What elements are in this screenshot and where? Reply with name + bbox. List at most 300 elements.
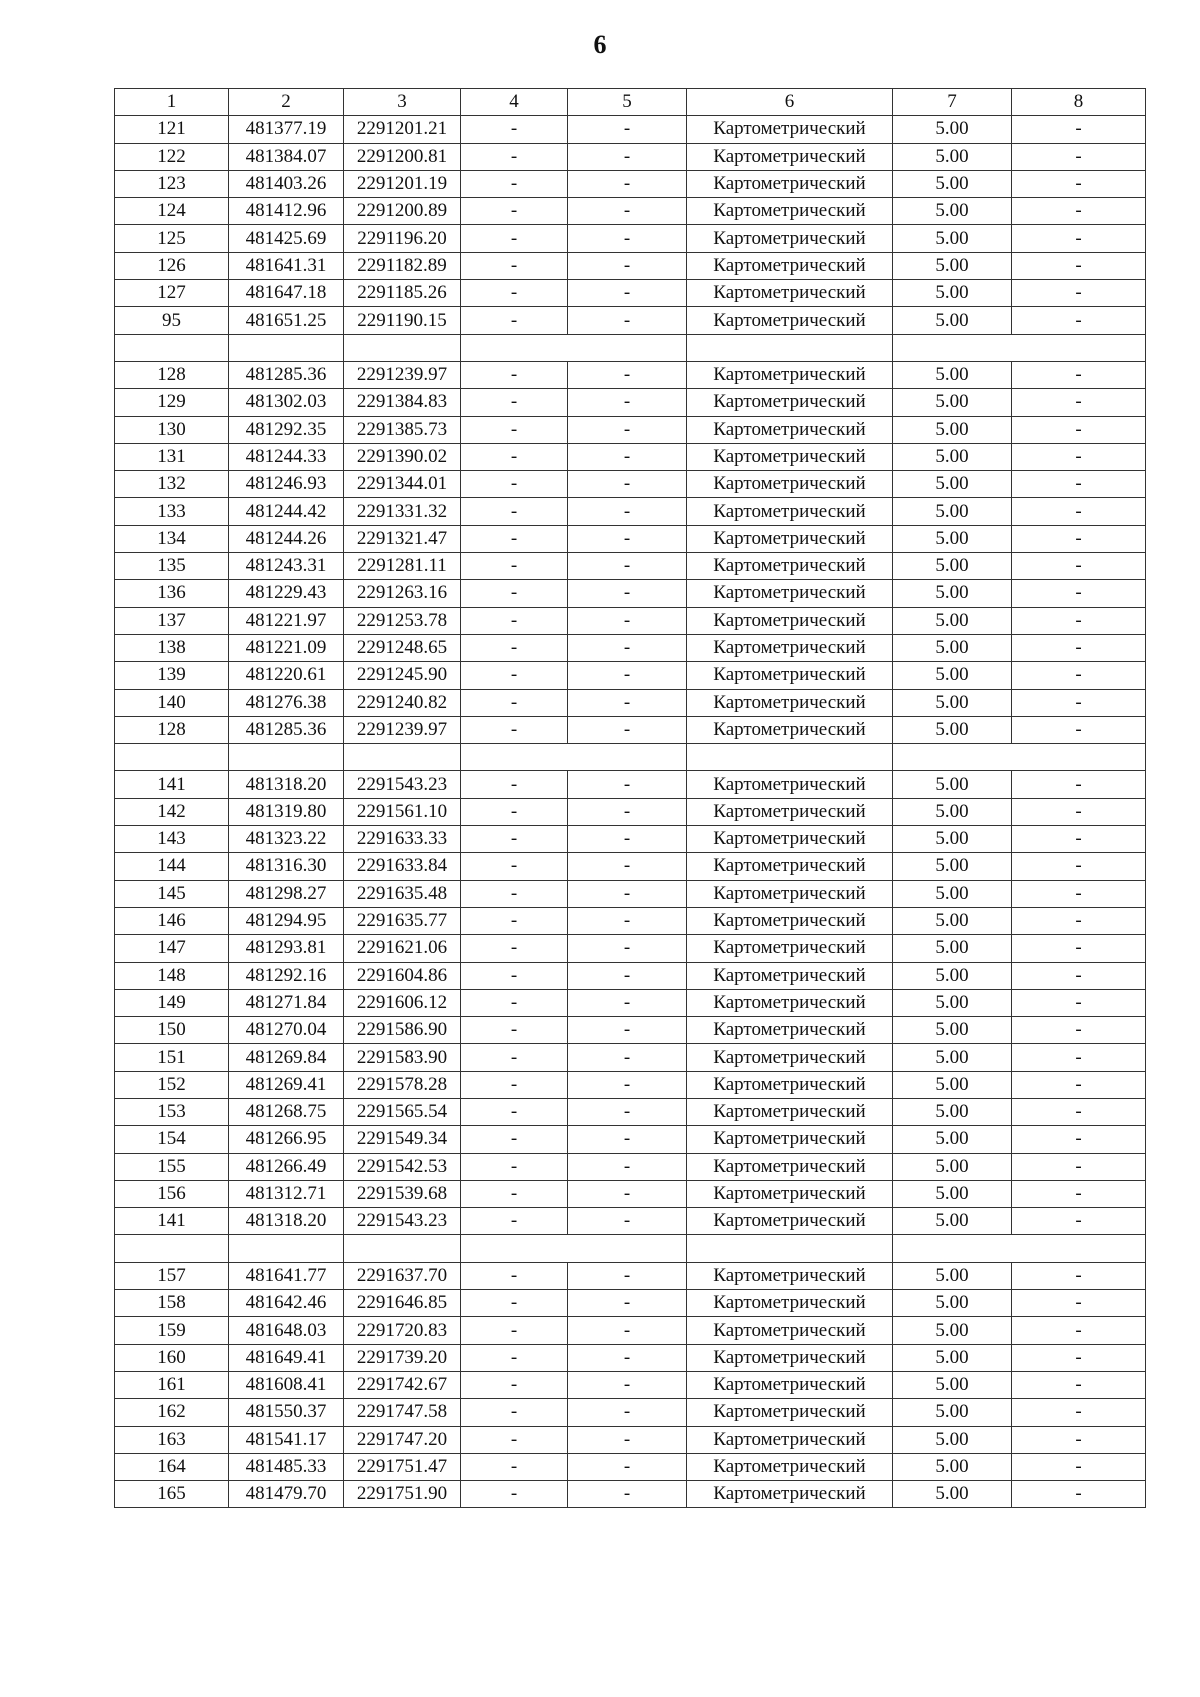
col-8-cell: -: [1012, 116, 1146, 143]
col-8-cell: -: [1012, 280, 1146, 307]
accuracy-cell: 5.00: [893, 389, 1012, 416]
col-5-cell: -: [568, 1071, 687, 1098]
y-coordinate-cell: 2291646.85: [344, 1290, 461, 1317]
col-5-cell: -: [568, 525, 687, 552]
col-4-cell: -: [461, 1371, 568, 1398]
separator-row: [115, 744, 1146, 771]
point-number-cell: 146: [115, 907, 229, 934]
method-cell: Картометрический: [687, 826, 893, 853]
point-number-cell: 152: [115, 1071, 229, 1098]
table-row: [115, 280, 1146, 307]
table-row: [115, 1126, 1146, 1153]
y-coordinate-cell: 2291200.81: [344, 143, 461, 170]
table-row: [115, 771, 1146, 798]
x-coordinate-cell: 481244.26: [229, 525, 344, 552]
method-cell: Картометрический: [687, 225, 893, 252]
point-number-cell: 122: [115, 143, 229, 170]
col-5-cell: -: [568, 989, 687, 1016]
x-coordinate-cell: 481244.42: [229, 498, 344, 525]
col-8-cell: -: [1012, 1371, 1146, 1398]
separator-cell: [115, 744, 229, 771]
col-8-cell: -: [1012, 525, 1146, 552]
x-coordinate-cell: 481377.19: [229, 116, 344, 143]
table-row: [115, 525, 1146, 552]
col-4-cell: -: [461, 1071, 568, 1098]
table-row: [115, 880, 1146, 907]
y-coordinate-cell: 2291633.33: [344, 826, 461, 853]
accuracy-cell: 5.00: [893, 471, 1012, 498]
x-coordinate-cell: 481244.33: [229, 443, 344, 470]
separator-cell: [893, 744, 1146, 771]
table-row: [115, 798, 1146, 825]
col-4-cell: -: [461, 1044, 568, 1071]
table-row: [115, 907, 1146, 934]
y-coordinate-cell: 2291245.90: [344, 662, 461, 689]
col-4-cell: -: [461, 198, 568, 225]
col-4-cell: -: [461, 826, 568, 853]
table-row: [115, 826, 1146, 853]
table-row: [115, 225, 1146, 252]
method-cell: Картометрический: [687, 1126, 893, 1153]
col-8-cell: -: [1012, 989, 1146, 1016]
method-cell: Картометрический: [687, 1399, 893, 1426]
y-coordinate-cell: 2291635.48: [344, 880, 461, 907]
accuracy-cell: 5.00: [893, 1344, 1012, 1371]
col-5-cell: -: [568, 471, 687, 498]
y-coordinate-cell: 2291539.68: [344, 1180, 461, 1207]
point-number-cell: 135: [115, 553, 229, 580]
point-number-cell: 136: [115, 580, 229, 607]
col-5-cell: -: [568, 416, 687, 443]
method-cell: Картометрический: [687, 716, 893, 743]
y-coordinate-cell: 2291196.20: [344, 225, 461, 252]
x-coordinate-cell: 481293.81: [229, 935, 344, 962]
y-coordinate-cell: 2291635.77: [344, 907, 461, 934]
point-number-cell: 124: [115, 198, 229, 225]
method-cell: Картометрический: [687, 1017, 893, 1044]
col-5-cell: -: [568, 880, 687, 907]
accuracy-cell: 5.00: [893, 553, 1012, 580]
col-4-cell: -: [461, 798, 568, 825]
accuracy-cell: 5.00: [893, 1290, 1012, 1317]
col-8-cell: -: [1012, 826, 1146, 853]
point-number-cell: 128: [115, 716, 229, 743]
method-cell: Картометрический: [687, 1371, 893, 1398]
x-coordinate-cell: 481292.16: [229, 962, 344, 989]
accuracy-cell: 5.00: [893, 607, 1012, 634]
method-cell: Картометрический: [687, 498, 893, 525]
col-5-cell: -: [568, 1344, 687, 1371]
col-5-cell: -: [568, 1453, 687, 1480]
point-number-cell: 158: [115, 1290, 229, 1317]
table-row: [115, 634, 1146, 661]
col-4-cell: -: [461, 1426, 568, 1453]
method-cell: Картометрический: [687, 771, 893, 798]
col-5-cell: -: [568, 716, 687, 743]
col-4-cell: -: [461, 1317, 568, 1344]
y-coordinate-cell: 2291543.23: [344, 1208, 461, 1235]
point-number-cell: 129: [115, 389, 229, 416]
y-coordinate-cell: 2291747.20: [344, 1426, 461, 1453]
col-4-cell: -: [461, 307, 568, 334]
col-5-cell: -: [568, 225, 687, 252]
separator-cell: [461, 334, 687, 361]
table-row: [115, 1262, 1146, 1289]
y-coordinate-cell: 2291248.65: [344, 634, 461, 661]
y-coordinate-cell: 2291633.84: [344, 853, 461, 880]
accuracy-cell: 5.00: [893, 525, 1012, 552]
point-number-cell: 138: [115, 634, 229, 661]
table-row: [115, 989, 1146, 1016]
y-coordinate-cell: 2291321.47: [344, 525, 461, 552]
method-cell: Картометрический: [687, 1208, 893, 1235]
accuracy-cell: 5.00: [893, 771, 1012, 798]
col-4-cell: -: [461, 1126, 568, 1153]
separator-cell: [687, 334, 893, 361]
x-coordinate-cell: 481647.18: [229, 280, 344, 307]
point-number-cell: 149: [115, 989, 229, 1016]
col-5-cell: -: [568, 662, 687, 689]
col-4-cell: -: [461, 853, 568, 880]
point-number-cell: 160: [115, 1344, 229, 1371]
col-4-cell: -: [461, 689, 568, 716]
table-row: [115, 962, 1146, 989]
col-4-cell: -: [461, 280, 568, 307]
x-coordinate-cell: 481221.97: [229, 607, 344, 634]
method-cell: Картометрический: [687, 553, 893, 580]
separator-cell: [344, 1235, 461, 1262]
accuracy-cell: 5.00: [893, 443, 1012, 470]
table-row: [115, 361, 1146, 388]
point-number-cell: 157: [115, 1262, 229, 1289]
x-coordinate-cell: 481316.30: [229, 853, 344, 880]
x-coordinate-cell: 481641.77: [229, 1262, 344, 1289]
col-5-cell: -: [568, 907, 687, 934]
method-cell: Картометрический: [687, 689, 893, 716]
col-8-cell: -: [1012, 198, 1146, 225]
point-number-cell: 137: [115, 607, 229, 634]
method-cell: Картометрический: [687, 1344, 893, 1371]
accuracy-cell: 5.00: [893, 1098, 1012, 1125]
method-cell: Картометрический: [687, 143, 893, 170]
y-coordinate-cell: 2291201.21: [344, 116, 461, 143]
x-coordinate-cell: 481292.35: [229, 416, 344, 443]
col-4-cell: -: [461, 1344, 568, 1371]
method-cell: Картометрический: [687, 1481, 893, 1508]
col-5-cell: -: [568, 116, 687, 143]
col-8-cell: -: [1012, 962, 1146, 989]
method-cell: Картометрический: [687, 1044, 893, 1071]
point-number-cell: 150: [115, 1017, 229, 1044]
column-header-6: 6: [687, 89, 893, 116]
col-5-cell: -: [568, 634, 687, 661]
table-row: [115, 935, 1146, 962]
col-8-cell: -: [1012, 580, 1146, 607]
method-cell: Картометрический: [687, 471, 893, 498]
accuracy-cell: 5.00: [893, 689, 1012, 716]
point-number-cell: 142: [115, 798, 229, 825]
col-8-cell: -: [1012, 143, 1146, 170]
separator-cell: [115, 1235, 229, 1262]
method-cell: Картометрический: [687, 962, 893, 989]
col-8-cell: -: [1012, 361, 1146, 388]
point-number-cell: 123: [115, 170, 229, 197]
col-4-cell: -: [461, 1481, 568, 1508]
col-5-cell: -: [568, 853, 687, 880]
y-coordinate-cell: 2291747.58: [344, 1399, 461, 1426]
y-coordinate-cell: 2291182.89: [344, 252, 461, 279]
col-5-cell: -: [568, 280, 687, 307]
accuracy-cell: 5.00: [893, 252, 1012, 279]
x-coordinate-cell: 481294.95: [229, 907, 344, 934]
x-coordinate-cell: 481541.17: [229, 1426, 344, 1453]
table-row: [115, 1071, 1146, 1098]
table-body: [115, 89, 1146, 1508]
separator-cell: [687, 1235, 893, 1262]
y-coordinate-cell: 2291263.16: [344, 580, 461, 607]
x-coordinate-cell: 481266.49: [229, 1153, 344, 1180]
column-header-5: 5: [568, 89, 687, 116]
method-cell: Картометрический: [687, 1453, 893, 1480]
table-row: [115, 198, 1146, 225]
col-4-cell: -: [461, 1180, 568, 1207]
x-coordinate-cell: 481298.27: [229, 880, 344, 907]
x-coordinate-cell: 481479.70: [229, 1481, 344, 1508]
col-8-cell: -: [1012, 771, 1146, 798]
y-coordinate-cell: 2291239.97: [344, 716, 461, 743]
point-number-cell: 95: [115, 307, 229, 334]
col-5-cell: -: [568, 252, 687, 279]
col-8-cell: -: [1012, 607, 1146, 634]
point-number-cell: 139: [115, 662, 229, 689]
table-row: [115, 443, 1146, 470]
column-header-4: 4: [461, 89, 568, 116]
point-number-cell: 156: [115, 1180, 229, 1207]
point-number-cell: 164: [115, 1453, 229, 1480]
x-coordinate-cell: 481243.31: [229, 553, 344, 580]
accuracy-cell: 5.00: [893, 716, 1012, 743]
col-8-cell: -: [1012, 1044, 1146, 1071]
col-5-cell: -: [568, 580, 687, 607]
x-coordinate-cell: 481485.33: [229, 1453, 344, 1480]
accuracy-cell: 5.00: [893, 498, 1012, 525]
separator-cell: [344, 744, 461, 771]
col-8-cell: -: [1012, 1153, 1146, 1180]
accuracy-cell: 5.00: [893, 361, 1012, 388]
col-8-cell: -: [1012, 553, 1146, 580]
col-4-cell: -: [461, 880, 568, 907]
col-8-cell: -: [1012, 252, 1146, 279]
y-coordinate-cell: 2291240.82: [344, 689, 461, 716]
col-5-cell: -: [568, 170, 687, 197]
y-coordinate-cell: 2291239.97: [344, 361, 461, 388]
method-cell: Картометрический: [687, 307, 893, 334]
table-row: [115, 170, 1146, 197]
col-5-cell: -: [568, 361, 687, 388]
col-8-cell: -: [1012, 1126, 1146, 1153]
separator-cell: [893, 1235, 1146, 1262]
col-8-cell: -: [1012, 689, 1146, 716]
method-cell: Картометрический: [687, 198, 893, 225]
col-8-cell: -: [1012, 1481, 1146, 1508]
col-5-cell: -: [568, 1426, 687, 1453]
table-row: [115, 1453, 1146, 1480]
accuracy-cell: 5.00: [893, 1180, 1012, 1207]
col-4-cell: -: [461, 989, 568, 1016]
x-coordinate-cell: 481318.20: [229, 1208, 344, 1235]
y-coordinate-cell: 2291543.23: [344, 771, 461, 798]
col-5-cell: -: [568, 1208, 687, 1235]
table-row: [115, 116, 1146, 143]
table-row: [115, 553, 1146, 580]
col-4-cell: -: [461, 443, 568, 470]
table-row: [115, 1426, 1146, 1453]
table-row: [115, 252, 1146, 279]
col-5-cell: -: [568, 607, 687, 634]
col-4-cell: -: [461, 1399, 568, 1426]
accuracy-cell: 5.00: [893, 1153, 1012, 1180]
x-coordinate-cell: 481312.71: [229, 1180, 344, 1207]
point-number-cell: 125: [115, 225, 229, 252]
point-number-cell: 128: [115, 361, 229, 388]
table-row: [115, 1344, 1146, 1371]
x-coordinate-cell: 481425.69: [229, 225, 344, 252]
point-number-cell: 140: [115, 689, 229, 716]
table-row: [115, 471, 1146, 498]
method-cell: Картометрический: [687, 907, 893, 934]
col-8-cell: -: [1012, 1017, 1146, 1044]
separator-cell: [893, 334, 1146, 361]
accuracy-cell: 5.00: [893, 280, 1012, 307]
col-5-cell: -: [568, 1044, 687, 1071]
method-cell: Картометрический: [687, 525, 893, 552]
accuracy-cell: 5.00: [893, 1426, 1012, 1453]
accuracy-cell: 5.00: [893, 1017, 1012, 1044]
x-coordinate-cell: 481269.84: [229, 1044, 344, 1071]
table-row: [115, 389, 1146, 416]
point-number-cell: 141: [115, 1208, 229, 1235]
col-4-cell: -: [461, 553, 568, 580]
y-coordinate-cell: 2291561.10: [344, 798, 461, 825]
col-4-cell: -: [461, 1153, 568, 1180]
y-coordinate-cell: 2291604.86: [344, 962, 461, 989]
col-4-cell: -: [461, 907, 568, 934]
column-header-3: 3: [344, 89, 461, 116]
y-coordinate-cell: 2291583.90: [344, 1044, 461, 1071]
col-5-cell: -: [568, 1481, 687, 1508]
column-header-8: 8: [1012, 89, 1146, 116]
accuracy-cell: 5.00: [893, 1481, 1012, 1508]
method-cell: Картометрический: [687, 1098, 893, 1125]
method-cell: Картометрический: [687, 1426, 893, 1453]
accuracy-cell: 5.00: [893, 143, 1012, 170]
col-8-cell: -: [1012, 716, 1146, 743]
col-8-cell: -: [1012, 1098, 1146, 1125]
method-cell: Картометрический: [687, 989, 893, 1016]
accuracy-cell: 5.00: [893, 1399, 1012, 1426]
x-coordinate-cell: 481229.43: [229, 580, 344, 607]
col-8-cell: -: [1012, 1208, 1146, 1235]
table-row: [115, 716, 1146, 743]
y-coordinate-cell: 2291742.67: [344, 1371, 461, 1398]
method-cell: Картометрический: [687, 935, 893, 962]
col-4-cell: -: [461, 525, 568, 552]
col-8-cell: -: [1012, 907, 1146, 934]
separator-cell: [229, 1235, 344, 1262]
table-row: [115, 1098, 1146, 1125]
col-5-cell: -: [568, 443, 687, 470]
y-coordinate-cell: 2291586.90: [344, 1017, 461, 1044]
page-number: 6: [593, 30, 607, 59]
y-coordinate-cell: 2291384.83: [344, 389, 461, 416]
col-4-cell: -: [461, 361, 568, 388]
col-5-cell: -: [568, 962, 687, 989]
accuracy-cell: 5.00: [893, 225, 1012, 252]
col-5-cell: -: [568, 1017, 687, 1044]
table-row: [115, 143, 1146, 170]
table-row: [115, 607, 1146, 634]
x-coordinate-cell: 481271.84: [229, 989, 344, 1016]
col-8-cell: -: [1012, 471, 1146, 498]
col-8-cell: -: [1012, 170, 1146, 197]
separator-row: [115, 334, 1146, 361]
x-coordinate-cell: 481318.20: [229, 771, 344, 798]
separator-cell: [344, 334, 461, 361]
x-coordinate-cell: 481302.03: [229, 389, 344, 416]
col-8-cell: -: [1012, 1344, 1146, 1371]
col-8-cell: -: [1012, 1453, 1146, 1480]
col-4-cell: -: [461, 1262, 568, 1289]
point-number-cell: 144: [115, 853, 229, 880]
y-coordinate-cell: 2291637.70: [344, 1262, 461, 1289]
col-8-cell: -: [1012, 1071, 1146, 1098]
y-coordinate-cell: 2291621.06: [344, 935, 461, 962]
table-row: [115, 1481, 1146, 1508]
col-8-cell: -: [1012, 443, 1146, 470]
y-coordinate-cell: 2291565.54: [344, 1098, 461, 1125]
col-5-cell: -: [568, 553, 687, 580]
table-row: [115, 1044, 1146, 1071]
y-coordinate-cell: 2291190.15: [344, 307, 461, 334]
col-4-cell: -: [461, 1290, 568, 1317]
point-number-cell: 155: [115, 1153, 229, 1180]
col-5-cell: -: [568, 689, 687, 716]
method-cell: Картометрический: [687, 170, 893, 197]
y-coordinate-cell: 2291739.20: [344, 1344, 461, 1371]
col-4-cell: -: [461, 935, 568, 962]
accuracy-cell: 5.00: [893, 935, 1012, 962]
table-row: [115, 580, 1146, 607]
point-number-cell: 126: [115, 252, 229, 279]
x-coordinate-cell: 481266.95: [229, 1126, 344, 1153]
col-4-cell: -: [461, 607, 568, 634]
separator-cell: [115, 334, 229, 361]
accuracy-cell: 5.00: [893, 116, 1012, 143]
col-4-cell: -: [461, 170, 568, 197]
col-8-cell: -: [1012, 853, 1146, 880]
accuracy-cell: 5.00: [893, 1044, 1012, 1071]
separator-cell: [687, 744, 893, 771]
separator-row: [115, 1235, 1146, 1262]
col-4-cell: -: [461, 252, 568, 279]
accuracy-cell: 5.00: [893, 1126, 1012, 1153]
col-5-cell: -: [568, 198, 687, 225]
col-4-cell: -: [461, 1017, 568, 1044]
table-row: [115, 416, 1146, 443]
y-coordinate-cell: 2291751.90: [344, 1481, 461, 1508]
col-4-cell: -: [461, 389, 568, 416]
x-coordinate-cell: 481384.07: [229, 143, 344, 170]
